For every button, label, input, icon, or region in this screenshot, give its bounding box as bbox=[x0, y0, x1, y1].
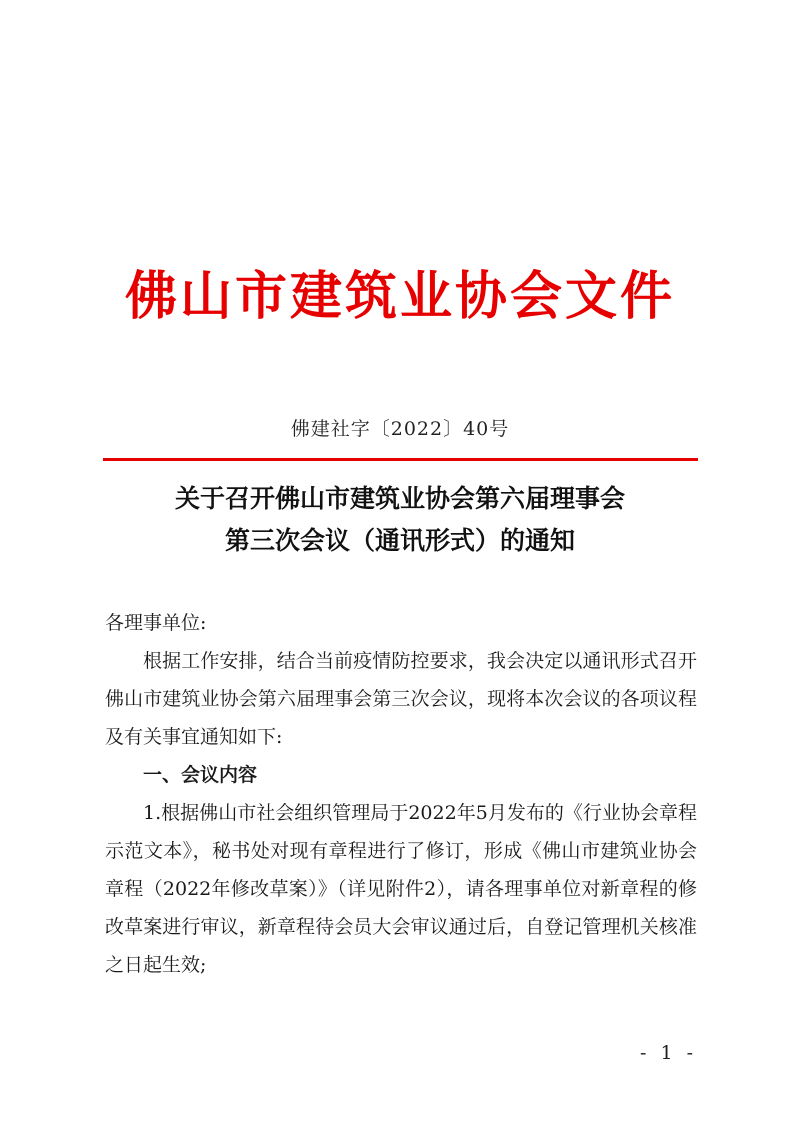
document-body bbox=[105, 604, 697, 984]
page-number: - 1 - bbox=[640, 1042, 698, 1064]
section-heading-meeting-content: 一、会议内容 bbox=[143, 764, 258, 786]
intro-paragraph: 根据工作安排，结合当前疫情防控要求，我会决定以通讯形式召开佛山市建筑业协会第六届理事会第三次会议，现将本次会议的各项议程及有关事宜通知如下: bbox=[105, 650, 697, 748]
red-divider-line bbox=[103, 458, 698, 461]
notice-title-line-2: 第三次会议（通讯形式）的通知 bbox=[224, 526, 575, 555]
notice-title-line-1: 关于召开佛山市建筑业协会第六届理事会 bbox=[174, 484, 625, 513]
document-number: 佛建社字〔2022〕40号 bbox=[290, 418, 510, 440]
masthead-title: 佛山市建筑业协会文件 bbox=[124, 267, 675, 327]
item-1-paragraph: 1.根据佛山市社会组织管理局于2022年5月发布的《行业协会章程示范文本》，秘书处对现有章程进行了修订，形成《佛山市建筑业协会章程（2022年修改草案）》（详见附件2），请各理事单位对新章程的修改草案进行审议，新章程待会员大会审议通过后，自登记管理机关核准之日起生效; bbox=[105, 802, 697, 976]
salutation: 各理事单位: bbox=[105, 612, 207, 634]
notice-title bbox=[0, 478, 800, 562]
